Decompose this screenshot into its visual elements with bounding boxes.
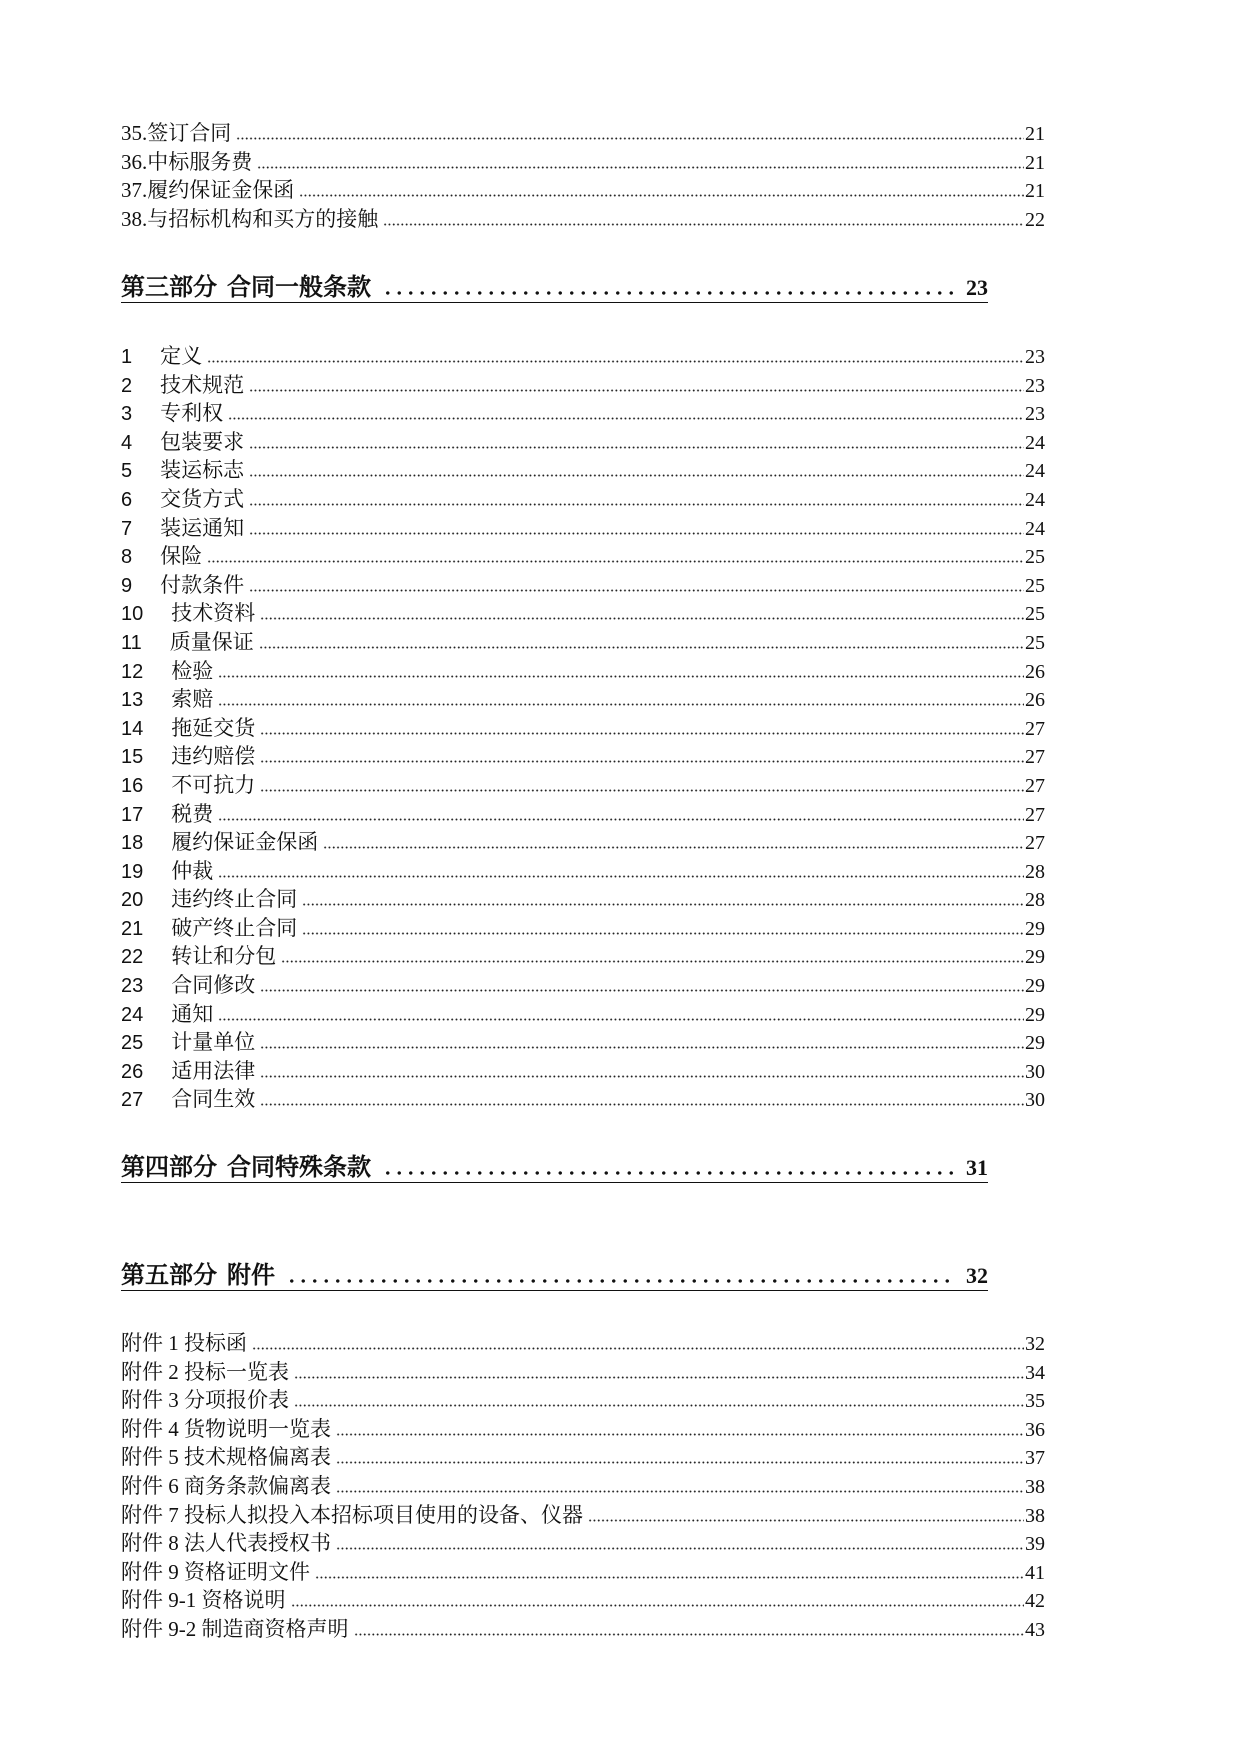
entry-title: 转让和分包 — [171, 944, 277, 969]
toc-entry — [121, 685, 1045, 714]
entry-page-number: 27 — [1025, 832, 1045, 855]
toc-entry — [121, 1329, 1045, 1358]
entry-page-number: 29 — [1025, 1032, 1045, 1055]
entry-page-number: 29 — [1025, 1003, 1045, 1026]
entry-page-number: 21 — [1025, 180, 1045, 203]
entry-number: 6 — [121, 488, 133, 511]
entry-title: 保险 — [160, 544, 203, 569]
entry-title: 定义 — [160, 344, 203, 368]
dot-leader — [249, 503, 1024, 506]
toc-entry — [121, 1529, 1045, 1558]
part-label: 第三部分 — [121, 275, 217, 301]
entry-page-number: 27 — [1025, 746, 1045, 769]
entry-page-number: 23 — [1025, 403, 1045, 426]
toc-entry — [121, 771, 1045, 800]
dot-leader — [218, 1018, 1024, 1021]
toc-entry — [121, 599, 1045, 628]
toc-entry — [121, 542, 1045, 571]
entry-page-number: 38 — [1025, 1475, 1045, 1498]
entry-title: 违约终止合同 — [171, 887, 298, 912]
entry-title: 装运标志 — [160, 458, 245, 483]
entry-page-number: 30 — [1025, 1089, 1045, 1112]
entry-page-number: 34 — [1025, 1361, 1045, 1384]
toc-entry — [121, 148, 1045, 177]
dot-leader — [260, 617, 1024, 620]
toc-entry — [121, 1443, 1045, 1472]
dot-leader — [252, 1347, 1024, 1350]
entry-page-number: 27 — [1025, 803, 1045, 826]
entry-title: 装运通知 — [160, 515, 245, 540]
toc-entry — [121, 399, 1045, 428]
entry-page-number: 36 — [1025, 1418, 1045, 1441]
toc-list-continued — [121, 119, 1045, 233]
entry-title: 破产终止合同 — [171, 915, 298, 940]
entry-title: 拖延交货 — [171, 715, 256, 740]
toc-entry — [121, 714, 1045, 743]
dot-leader — [302, 932, 1024, 935]
dot-leader — [383, 223, 1024, 226]
toc-entry — [121, 1415, 1045, 1444]
dot-leader — [218, 818, 1024, 821]
entry-page-number: 32 — [1025, 1333, 1045, 1355]
dot-leader — [207, 360, 1024, 363]
entry-page-number: 43 — [1025, 1618, 1045, 1641]
dot-leader — [260, 989, 1024, 992]
entry-number: 9 — [121, 574, 133, 597]
entry-page-number: 26 — [1025, 689, 1045, 712]
dot-leader — [336, 1547, 1024, 1550]
toc-entry — [121, 1000, 1045, 1029]
dot-leader — [260, 1103, 1024, 1106]
toc-entry — [121, 205, 1045, 234]
entry-label: 附件 5 技术规格偏离表 — [121, 1445, 331, 1470]
entry-title: 包装要求 — [160, 429, 245, 454]
part-title: 附件 — [227, 1263, 275, 1289]
entry-page-number: 28 — [1025, 860, 1045, 883]
entry-page-number: 37 — [1025, 1447, 1045, 1470]
toc-entry — [121, 176, 1045, 205]
entry-title: 质量保证 — [169, 629, 254, 654]
dot-leader — [323, 846, 1024, 849]
dot-leader — [354, 1633, 1025, 1636]
entry-number: 25 — [121, 1032, 144, 1055]
entry-number: 1 — [121, 346, 133, 368]
toc-entry — [121, 1558, 1045, 1587]
entry-page-number: 29 — [1025, 975, 1045, 998]
entry-number: 13 — [121, 689, 144, 712]
entry-number: 24 — [121, 1003, 144, 1026]
entry-number: 10 — [121, 603, 144, 626]
entry-number: 22 — [121, 946, 144, 969]
entry-label: 36.中标服务费 — [121, 149, 253, 174]
dot-leader — [218, 703, 1024, 706]
dot-leader — [382, 1171, 957, 1175]
entry-page-number: 27 — [1025, 717, 1045, 740]
entry-number: 16 — [121, 774, 144, 797]
part-title: 合同一般条款 — [227, 275, 371, 301]
dot-leader — [249, 589, 1024, 592]
entry-number: 7 — [121, 517, 133, 540]
entry-number: 21 — [121, 917, 144, 940]
dot-leader — [207, 560, 1024, 563]
entry-label: 附件 9-2 制造商资格声明 — [121, 1616, 349, 1641]
entry-label: 附件 1 投标函 — [121, 1331, 247, 1355]
entry-label: 附件 2 投标一览表 — [121, 1359, 289, 1384]
toc-entry — [121, 800, 1045, 829]
toc-entry — [121, 571, 1045, 600]
entry-page-number: 38 — [1025, 1504, 1045, 1527]
entry-label: 附件 4 货物说明一览表 — [121, 1416, 331, 1441]
entry-page-number: 39 — [1025, 1533, 1045, 1556]
entry-label: 35.签订合同 — [121, 121, 232, 145]
toc-entry — [121, 1615, 1045, 1644]
entry-title: 通知 — [171, 1001, 214, 1026]
part-label: 第五部分 — [121, 1263, 217, 1289]
part-page-number: 23 — [966, 275, 988, 300]
entry-label: 附件 9-1 资格说明 — [121, 1588, 286, 1613]
toc-entry — [121, 1085, 1045, 1114]
toc-entry — [121, 942, 1045, 971]
entry-page-number: 25 — [1025, 546, 1045, 569]
toc-entry — [121, 1586, 1045, 1615]
entry-title: 合同生效 — [171, 1087, 256, 1112]
entry-page-number: 27 — [1025, 774, 1045, 797]
dot-leader — [228, 417, 1024, 420]
entry-title: 检验 — [171, 658, 214, 683]
entry-title: 合同修改 — [171, 973, 256, 998]
entry-page-number: 26 — [1025, 660, 1045, 683]
entry-page-number: 22 — [1025, 208, 1045, 231]
toc-entry — [121, 628, 1045, 657]
entry-label: 附件 3 分项报价表 — [121, 1388, 289, 1413]
entry-page-number: 24 — [1025, 460, 1045, 483]
entry-page-number: 29 — [1025, 946, 1045, 969]
entry-number: 15 — [121, 746, 144, 769]
entry-number: 3 — [121, 403, 133, 426]
toc-entry — [121, 971, 1045, 1000]
entry-title: 索赔 — [171, 687, 214, 712]
toc-entry — [121, 119, 1045, 148]
entry-number: 19 — [121, 860, 144, 883]
entry-number: 11 — [121, 631, 142, 654]
entry-title: 适用法律 — [171, 1058, 256, 1083]
entry-number: 20 — [121, 889, 144, 912]
toc-entry — [121, 342, 1045, 371]
dot-leader — [249, 389, 1024, 392]
entry-number: 23 — [121, 975, 144, 998]
toc-entry — [121, 456, 1045, 485]
entry-title: 违约赔偿 — [171, 744, 256, 769]
dot-leader — [336, 1490, 1024, 1493]
entry-number: 14 — [121, 717, 144, 740]
toc-entry — [121, 657, 1045, 686]
entry-label: 附件 8 法人代表授权书 — [121, 1531, 331, 1556]
toc-entry — [121, 1358, 1045, 1387]
dot-leader — [588, 1519, 1024, 1522]
dot-leader — [336, 1433, 1024, 1436]
entry-number: 12 — [121, 660, 144, 683]
toc-entry — [121, 371, 1045, 400]
dot-leader — [336, 1461, 1024, 1464]
toc-entry — [121, 485, 1045, 514]
dot-leader — [382, 291, 957, 295]
entry-page-number: 24 — [1025, 431, 1045, 454]
entry-label: 附件 6 商务条款偏离表 — [121, 1473, 331, 1498]
dot-leader — [315, 1576, 1024, 1579]
entry-number: 27 — [121, 1089, 144, 1112]
entry-title: 履约保证金保函 — [171, 830, 319, 855]
toc-entry — [121, 514, 1045, 543]
toc-entry — [121, 828, 1045, 857]
entry-title: 仲裁 — [171, 858, 214, 883]
toc-entry — [121, 1386, 1045, 1415]
entry-page-number: 25 — [1025, 603, 1045, 626]
toc-list-part3 — [121, 342, 1045, 1114]
entry-label: 附件 9 资格证明文件 — [121, 1559, 310, 1584]
entry-number: 4 — [121, 431, 133, 454]
dot-leader — [260, 760, 1024, 763]
entry-title: 计量单位 — [171, 1030, 256, 1055]
dot-leader — [286, 1279, 957, 1283]
dot-leader — [291, 1604, 1025, 1607]
dot-leader — [260, 1075, 1024, 1078]
toc-entry — [121, 1028, 1045, 1057]
entry-page-number: 41 — [1025, 1561, 1045, 1584]
part-page-number: 31 — [966, 1155, 988, 1180]
dot-leader — [294, 1404, 1024, 1407]
dot-leader — [294, 1376, 1024, 1379]
dot-leader — [302, 903, 1024, 906]
entry-page-number: 21 — [1025, 151, 1045, 174]
toc-heading-part3 — [121, 273, 988, 303]
entry-page-number: 29 — [1025, 917, 1045, 940]
entry-page-number: 25 — [1025, 574, 1045, 597]
dot-leader — [257, 166, 1024, 169]
entry-page-number: 23 — [1025, 346, 1045, 368]
part-label: 第四部分 — [121, 1155, 217, 1181]
entry-title: 付款条件 — [160, 572, 245, 597]
entry-title: 税费 — [171, 801, 214, 826]
entry-number: 5 — [121, 460, 133, 483]
entry-number: 26 — [121, 1060, 144, 1083]
entry-title: 专利权 — [160, 401, 224, 426]
dot-leader — [249, 532, 1024, 535]
dot-leader — [260, 789, 1024, 792]
toc-heading-part4 — [121, 1153, 988, 1183]
entry-number: 18 — [121, 832, 144, 855]
dot-leader — [260, 1046, 1024, 1049]
toc-heading-part5 — [121, 1261, 988, 1291]
entry-page-number: 25 — [1025, 631, 1045, 654]
entry-title: 交货方式 — [160, 486, 245, 511]
toc-entry — [121, 1057, 1045, 1086]
entry-label: 37.履约保证金保函 — [121, 178, 295, 203]
entry-title: 不可抗力 — [171, 772, 256, 797]
entry-title: 技术资料 — [171, 601, 256, 626]
dot-leader — [218, 675, 1024, 678]
entry-page-number: 30 — [1025, 1060, 1045, 1083]
toc-entry — [121, 914, 1045, 943]
toc-entry — [121, 1472, 1045, 1501]
dot-leader — [249, 474, 1024, 477]
entry-page-number: 23 — [1025, 374, 1045, 397]
toc-entry — [121, 857, 1045, 886]
entry-number: 8 — [121, 546, 133, 569]
toc-entry — [121, 428, 1045, 457]
entry-label: 38.与招标机构和买方的接触 — [121, 206, 379, 231]
entry-page-number: 35 — [1025, 1390, 1045, 1413]
entry-page-number: 42 — [1025, 1590, 1045, 1613]
toc-entry — [121, 742, 1045, 771]
toc-list-part5 — [121, 1329, 1045, 1644]
dot-leader — [281, 960, 1024, 963]
dot-leader — [249, 446, 1024, 449]
dot-leader — [259, 646, 1024, 649]
entry-page-number: 21 — [1025, 123, 1045, 145]
entry-number: 2 — [121, 374, 133, 397]
dot-leader — [218, 875, 1024, 878]
entry-page-number: 28 — [1025, 889, 1045, 912]
entry-number: 17 — [121, 803, 144, 826]
entry-page-number: 24 — [1025, 517, 1045, 540]
dot-leader — [299, 194, 1024, 197]
entry-label: 附件 7 投标人拟投入本招标项目使用的设备、仪器 — [121, 1502, 583, 1527]
dot-leader — [260, 732, 1024, 735]
entry-page-number: 24 — [1025, 488, 1045, 511]
entry-title: 技术规范 — [160, 372, 245, 397]
toc-entry — [121, 885, 1045, 914]
dot-leader — [236, 137, 1024, 140]
part-title: 合同特殊条款 — [227, 1155, 371, 1181]
toc-entry — [121, 1501, 1045, 1530]
part-page-number: 32 — [966, 1263, 988, 1288]
